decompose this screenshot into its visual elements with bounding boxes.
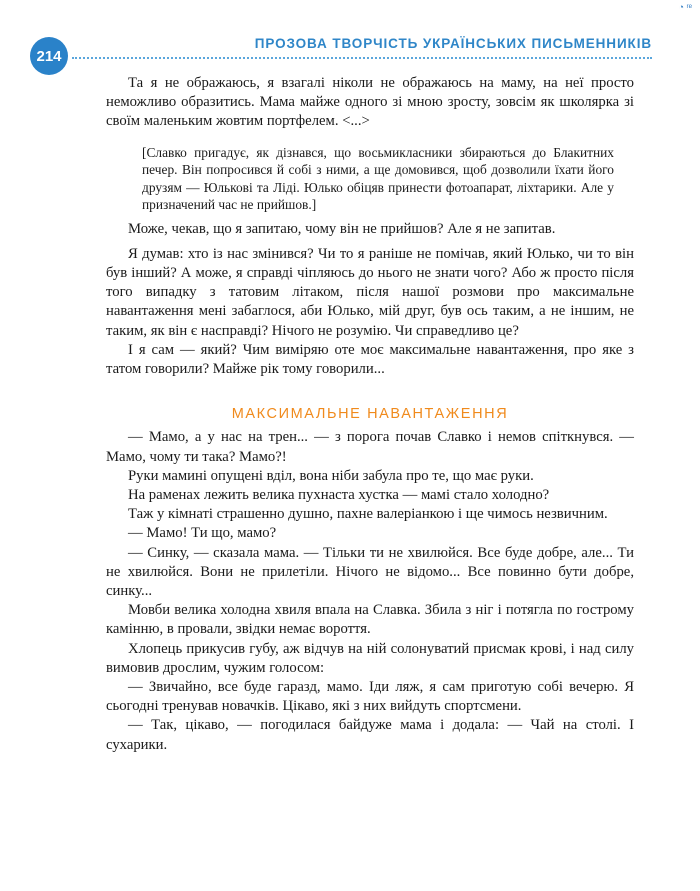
- publisher-mark-icon: ◔ ʳᵉ: [678, 2, 692, 12]
- section-paragraph: — Синку, — сказала мама. — Тільки ти не хвилюйся. Все буде добре, але... Ти не хвилюйся. Вони не прилетіли. Нічого не відомо... Все повинно бути добре, синку...: [106, 544, 634, 600]
- editorial-note: [Славко пригадує, як дізнався, що восьмикласники збираються до Блакитних печер. Він попросився й собі з ними, а ще домовився, щоб дозволили їхати його друзям — Юлькові та Ліді. Юлько обіцяв принести фотоапарат, ліхтарики. Але у призначений час не прийшов.]: [142, 144, 614, 213]
- section-paragraph: Мовби велика холодна хвиля впала на Славка. Збила з ніг і потягла по гострому камінню, в провали, звідки немає вороття.: [106, 602, 634, 638]
- page-body: [106, 74, 634, 755]
- section-paragraph: — Мамо, а у нас на трен... — з порога почав Славко і немов спіткнувся. — Мамо, чому ти така? Мамо?!: [106, 429, 634, 465]
- intro-paragraph-1: Та я не ображаюсь, я взагалі ніколи не ображаюсь на маму, на неї просто неможливо образитись. Мама майже одного зі мною зросту, зовсім як школярка зі своїм маленьким жовтим портфелем. <...>: [106, 75, 634, 130]
- intro-paragraph-2: Може, чекав, що я запитаю, чому він не прийшов? Але я не запитав.: [128, 220, 556, 237]
- section-paragraph: — Так, цікаво, — погодилася байдуже мама і додала: — Чай на столі. І сухарики.: [106, 717, 634, 753]
- page-number-badge: 214: [30, 37, 68, 75]
- section-paragraph: Хлопець прикусив губу, аж відчув на ній солонуватий присмак крові, і над силу вимовив дрослим, чужим голосом:: [106, 640, 634, 676]
- section-paragraph: — Звичайно, все буде гаразд, мамо. Іди ляж, я сам приготую собі вечерю. Я сьогодні тренував новачків. Цікаво, які з них вийдуть спортсмени.: [106, 679, 634, 715]
- header-dotted-rule: [72, 57, 652, 59]
- section-heading: МАКСИМАЛЬНЕ НАВАНТАЖЕННЯ: [231, 406, 509, 423]
- section-paragraph: На раменах лежить велика пухнаста хустка — мамі стало холодно?: [128, 487, 550, 504]
- intro-paragraph-4: І я сам — який? Чим виміряю оте моє максимальне навантаження, про яке з татом говорили? Майже рік тому говорили...: [106, 341, 634, 378]
- running-header-title: ПРОЗОВА ТВОРЧІСТЬ УКРАЇНСЬКИХ ПИСЬМЕННИКІВ: [254, 36, 652, 51]
- section-paragraph: Руки мамині опущені вділ, вона ніби забула про те, що має руки.: [128, 467, 534, 484]
- section-paragraph: — Мамо! Ти що, мамо?: [128, 525, 277, 542]
- section-paragraph: Таж у кімнаті страшенно душно, пахне валеріанкою і ще чимось незвичним.: [128, 506, 608, 523]
- intro-paragraph-3: Я думав: хто із нас змінився? Чи то я раніше не помічав, який Юлько, чи то він був інший? А може, я справді чіпляюсь до нього не знати чого? Або ж просто після того випадку з татовим літаком, після нашої розмови про максимальне навантаження мені забаглося, аби Юлько, мій друг, був ось таким, а не іншим, не таким, як він є насправді? Нічого не розумію. Чи справедливо це?: [106, 245, 634, 339]
